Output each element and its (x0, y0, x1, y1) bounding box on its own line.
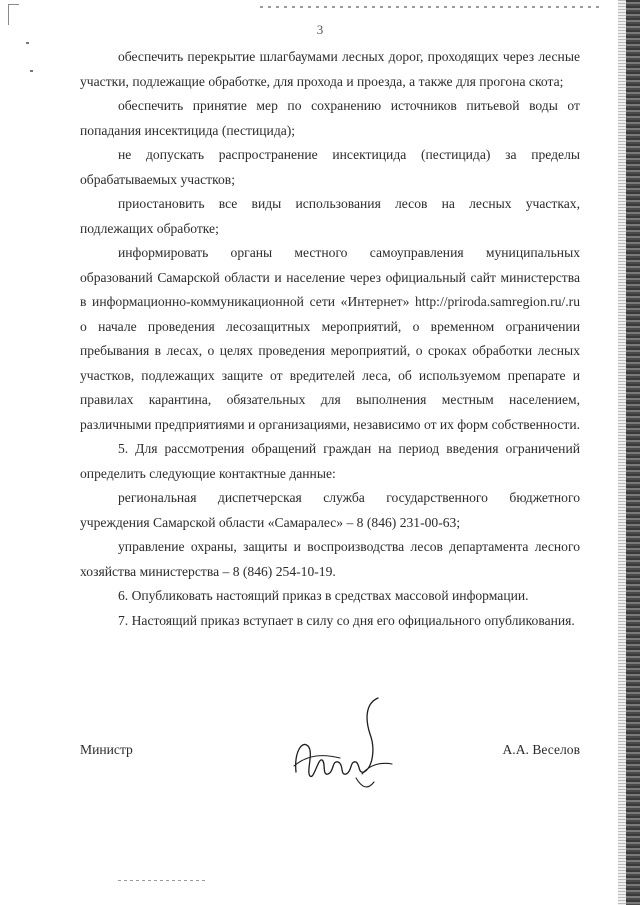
scan-artifact-top (260, 6, 600, 8)
handwritten-signature (288, 694, 398, 794)
scan-artifact-dot (30, 70, 33, 72)
paragraph: 5. Для рассмотрения обращений граждан на период введения ограничений определить следующие контактные данные: (80, 441, 580, 481)
paragraph: управление охраны, защиты и воспроизводства лесов департамента лесного хозяйства министерства – 8 (846) 254-10-19. (80, 539, 580, 579)
paragraph: 6. Опубликовать настоящий приказ в средствах массовой информации. (118, 588, 529, 603)
paragraph: региональная диспетчерская служба государственного бюджетного учреждения Самарской области «Самаралес» – 8 (846) 231-00-63; (80, 490, 580, 530)
paragraph: обеспечить перекрытие шлагбаумами лесных дорог, проходящих через лесные участки, подлежащие обработке, для прохода и проезда, а также для прогона скота; (80, 49, 580, 89)
paragraph: информировать органы местного самоуправления муниципальных образований Самарской области и население через официальный сайт министерства в информационно-коммуникационной сети «Интернет» http://priroda.samregion.ru/.ru о начале проведения лесозащитных мероприятий, о временном ограничении пребывания в лесах, о целях проведения мероприятий, о сроках обработки лесных участков, подлежащих защите от вредителей леса, об используемом препарате и правилах карантина, обязательных для выполнения местным населением, различными предприятиями и организациями, независимо от их форм собственности. (80, 245, 580, 432)
signatory-name: А.А. Веселов (502, 742, 580, 757)
scan-artifact-dot (26, 42, 29, 44)
page-number: 3 (316, 22, 324, 37)
paragraph: 7. Настоящий приказ вступает в силу со дня его официального опубликования. (118, 612, 575, 628)
paragraph: обеспечить принятие мер по сохранению источников питьевой воды от попадания инсектицида (пестицида); (80, 98, 580, 138)
paragraph: не допускать распространение инсектицида (пестицида) за пределы обрабатываемых участков; (80, 147, 580, 187)
paragraph: приостановить все виды использования лесов на лесных участках, подлежащих обработке; (80, 196, 580, 236)
signatory-title: Министр (80, 742, 133, 757)
scan-edge (626, 0, 640, 905)
document-body (80, 45, 580, 633)
scan-artifact-bottom (118, 880, 208, 881)
signature-block (80, 742, 580, 782)
